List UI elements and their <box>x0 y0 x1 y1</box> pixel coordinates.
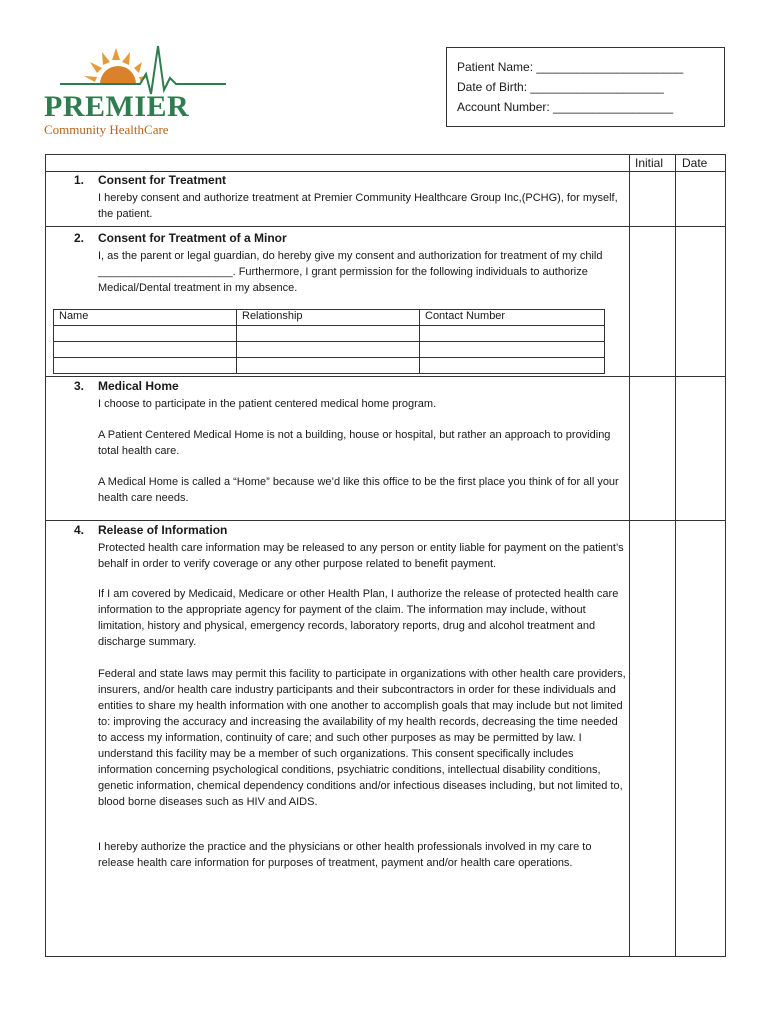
logo-subtitle: Community HealthCare <box>44 122 169 137</box>
column-divider <box>675 155 676 956</box>
logo-wordmark: PREMIER <box>44 90 190 123</box>
section-title: Medical Home <box>98 379 179 393</box>
account-number-field[interactable]: Account Number: __________________ <box>457 100 674 114</box>
section-paragraph: A Patient Centered Medical Home is not a building, house or hospital, but rather an approach to providing total health care. <box>98 429 611 457</box>
section-number: 4. <box>74 523 85 537</box>
relationship-cell[interactable] <box>237 358 420 374</box>
section-heading <box>74 230 287 246</box>
section-paragraph: I, as the parent or legal guardian, do hereby give my consent and authorization for treatment of my child ______________________. Furthermore, I grant permission for the following individuals to authorize Medical/Dental treatment in my absence. <box>98 250 603 294</box>
section-title: Consent for Treatment <box>98 173 227 187</box>
contact-number-column-header: Contact Number <box>420 310 605 326</box>
date-of-birth-field[interactable]: Date of Birth: ____________________ <box>457 80 664 94</box>
section-divider <box>46 520 725 521</box>
section-number: 2. <box>74 231 85 245</box>
section-heading <box>74 378 179 394</box>
contact-number-cell[interactable] <box>420 358 605 374</box>
table-row <box>54 342 605 358</box>
name-cell[interactable] <box>54 342 237 358</box>
section-divider <box>46 226 725 227</box>
initial-column-header: Initial <box>635 156 664 170</box>
section-heading <box>74 522 227 538</box>
section-paragraph: I hereby authorize the practice and the physicians or other health professionals involved in my care to release health care information for purposes of treatment, payment and/or health care operations. <box>98 841 592 869</box>
name-cell[interactable] <box>54 358 237 374</box>
section-paragraph: Federal and state laws may permit this facility to participate in organizations with other health care providers, insurers, and/or health care industry participants and their subcontractors in order for these individuals and entities to share my health information with one another to accomplish goals that may include but not limited to: improving the accuracy and increasing the availability of my health records, decreasing the time needed to access my information, continuity of care; and such other purposes as may be permitted by law. I understand this facility may be a member of such organizations. This consent specifically includes information concerning psychological conditions, psychiatric conditions, intellectual disability conditions, genetic information, chemical dependency conditions and/or infectious diseases including, but not limited to, blood borne diseases such as HIV and AIDS. <box>98 668 626 808</box>
authorized-individuals-table <box>53 309 605 374</box>
section-title: Consent for Treatment of a Minor <box>98 231 287 245</box>
section-paragraph: A Medical Home is called a “Home” because we’d like this office to be the first place you think of for all your health care needs. <box>98 476 619 504</box>
patient-name-field[interactable]: Patient Name: ______________________ <box>457 60 684 74</box>
section-number: 1. <box>74 173 85 187</box>
section-paragraph: I hereby consent and authorize treatment at Premier Community Healthcare Group Inc,(PCHG), for myself, the patient. <box>98 192 618 220</box>
section-paragraph: If I am covered by Medicaid, Medicare or other Health Plan, I authorize the release of protected health care information to the appropriate agency for payment of the claim. The information may include, without limitation, history and physical, emergency records, laboratory reports, drug and alcohol treatment and discharge summary. <box>98 588 619 648</box>
name-column-header: Name <box>54 310 237 326</box>
table-row <box>54 358 605 374</box>
section-paragraph: Protected health care information may be released to any person or entity liable for payment on the patient’s behalf in order to verify coverage or any other purpose related to benefit payment. <box>98 542 624 570</box>
section-number: 3. <box>74 379 85 393</box>
consent-table <box>45 154 726 957</box>
contact-number-cell[interactable] <box>420 342 605 358</box>
section-title: Release of Information <box>98 523 228 537</box>
column-divider <box>629 155 630 956</box>
section-divider <box>46 376 725 377</box>
contact-number-cell[interactable] <box>420 326 605 342</box>
relationship-cell[interactable] <box>237 326 420 342</box>
name-cell[interactable] <box>54 326 237 342</box>
table-row <box>54 326 605 342</box>
relationship-cell[interactable] <box>237 342 420 358</box>
section-heading <box>74 172 226 188</box>
patient-info-box <box>446 47 725 127</box>
date-column-header: Date <box>682 156 708 170</box>
relationship-column-header: Relationship <box>237 310 420 326</box>
section-paragraph: I choose to participate in the patient centered medical home program. <box>98 398 437 410</box>
premier-logo <box>40 44 230 139</box>
table-header-row <box>54 310 605 326</box>
